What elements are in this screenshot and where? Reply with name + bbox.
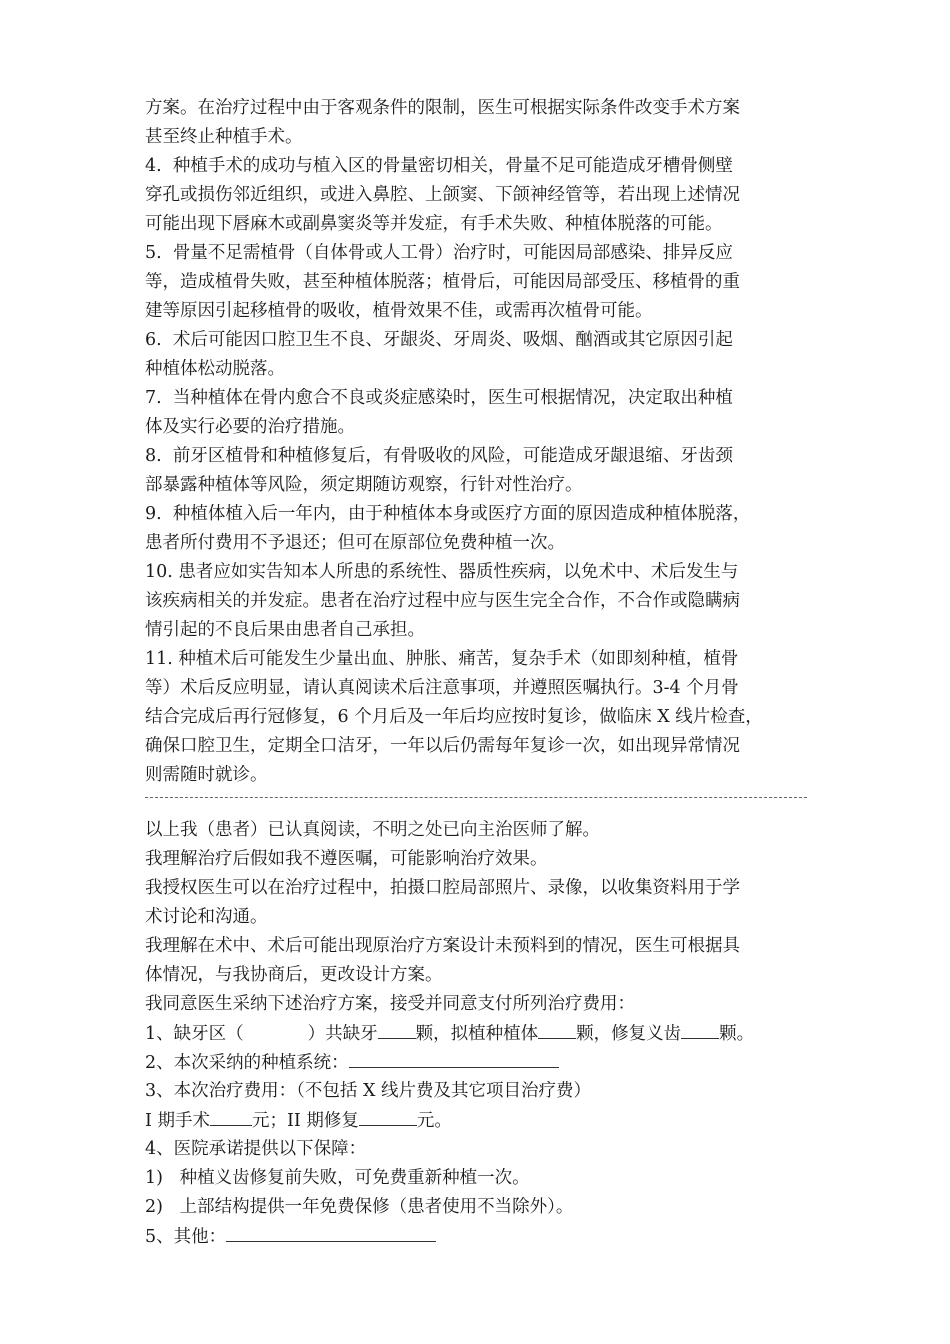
- missing-teeth-count-field[interactable]: [378, 1021, 416, 1039]
- item-11-line: 等）术后反应明显，请认真阅读术后注意事项，并遵照医嘱执行。3-4 个月骨: [145, 678, 739, 698]
- ack-line: 我授权医生可以在治疗过程中，拍摄口腔局部照片、录像，以收集资料用于学: [145, 878, 740, 898]
- para-line: 方案。在治疗过程中由于客观条件的限制，医生可根据实际条件改变手术方案: [145, 98, 740, 118]
- item-6-line: 6. 术后可能因口腔卫生不良、牙龈炎、牙周炎、吸烟、酗酒或其它原因引起: [145, 330, 733, 350]
- plan-fee-line: [145, 1108, 452, 1133]
- plan-item-1-label: 1、缺牙区（: [145, 1024, 244, 1044]
- ack-line: 术讨论和沟通。: [145, 907, 268, 927]
- item-9-line: 患者所付费用不予退还；但可在原部位免费种植一次。: [145, 533, 565, 553]
- item-11-line: 确保口腔卫生，定期全口洁牙，一年以后仍需每年复诊一次，如出现异常情况: [145, 736, 740, 756]
- plan-item-1-label: 颗，拟植种植体: [415, 1024, 539, 1044]
- implant-count-field[interactable]: [538, 1021, 576, 1039]
- item-11-line: 11. 种植术后可能发生少量出血、肿胀、痛苦，复杂手术（如即刻种植，植骨: [145, 649, 739, 669]
- item-10-line: 该疾病相关的并发症。患者在治疗过程中应与医生完全合作，不合作或隐瞒病: [145, 591, 740, 611]
- denture-count-field[interactable]: [681, 1021, 719, 1039]
- stage-2-label: 元；II 期修复: [251, 1111, 359, 1131]
- ack-line: 体情况，与我协商后，更改设计方案。: [145, 965, 443, 985]
- item-4-line: 可能出现下唇麻木或副鼻窦炎等并发症，有手术失败、种植体脱落的可能。: [145, 214, 723, 234]
- item-7-line: 体及实行必要的治疗措施。: [145, 417, 355, 437]
- plan-item-1-label: 颗，修复义齿: [576, 1024, 682, 1044]
- other-field[interactable]: [226, 1224, 436, 1242]
- ack-line: 我理解治疗后假如我不遵医嘱，可能影响治疗效果。: [145, 849, 548, 869]
- plan-item-1: [145, 1021, 754, 1046]
- item-10-line: 情引起的不良后果由患者自己承担。: [145, 620, 425, 640]
- item-8-line: 部暴露种植体等风险，须定期随访观察，行针对性治疗。: [145, 475, 583, 495]
- item-8-line: 8. 前牙区植骨和种植修复后，有骨吸收的风险，可能造成牙龈退缩、牙齿颈: [145, 446, 733, 466]
- stage-2-fee-field[interactable]: [359, 1108, 417, 1126]
- guarantee-1: 1) 种植义齿修复前失败，可免费重新种植一次。: [145, 1168, 530, 1188]
- fee-unit-label: 元。: [416, 1111, 452, 1131]
- para-line: 甚至终止种植手术。: [145, 127, 303, 147]
- guarantee-2: 2) 上部结构提供一年免费保修（患者使用不当除外）。: [145, 1197, 574, 1217]
- plan-item-2: [145, 1050, 559, 1075]
- stage-1-label: I 期手术: [145, 1111, 210, 1131]
- implant-system-field[interactable]: [349, 1050, 559, 1068]
- item-5-line: 等，造成植骨失败，甚至种植体脱落；植骨后，可能因局部受压、移植骨的重: [145, 272, 740, 292]
- item-5-line: 建等原因引起移植骨的吸收，植骨效果不佳，或需再次植骨可能。: [145, 301, 653, 321]
- plan-item-3: 3、本次治疗费用：（不包括 X 线片费及其它项目治疗费）: [145, 1081, 591, 1101]
- item-4-line: 穿孔或损伤邻近组织，或进入鼻腔、上颌窦、下颌神经管等，若出现上述情况: [145, 185, 740, 205]
- dashed-separator: [145, 797, 807, 798]
- ack-line: 我理解在术中、术后可能出现原治疗方案设计未预料到的情况，医生可根据具: [145, 936, 740, 956]
- item-6-line: 种植体松动脱落。: [145, 359, 285, 379]
- plan-item-1-label: ）共缺牙: [307, 1024, 378, 1044]
- stage-1-fee-field[interactable]: [210, 1108, 252, 1126]
- ack-line: 我同意医生采纳下述治疗方案，接受并同意支付所列治疗费用：: [145, 994, 635, 1014]
- ack-line: 以上我（患者）已认真阅读，不明之处已向主治医师了解。: [145, 820, 600, 840]
- item-11-line: 则需随时就诊。: [145, 765, 268, 785]
- item-7-line: 7. 当种植体在骨内愈合不良或炎症感染时，医生可根据情况，决定取出种植: [145, 388, 733, 408]
- plan-item-4: 4、医院承诺提供以下保障：: [145, 1139, 367, 1159]
- item-9-line: 9. 种植体植入后一年内，由于种植体本身或医疗方面的原因造成种植体脱落，: [145, 504, 751, 524]
- item-11-line: 结合完成后再行冠修复，6 个月后及一年后均应按时复诊，做临床 X 线片检查，: [145, 707, 763, 727]
- plan-item-5-label: 5、其他：: [145, 1227, 227, 1247]
- plan-item-1-label: 颗。: [719, 1024, 755, 1044]
- plan-item-5: [145, 1224, 436, 1249]
- item-10-line: 10. 患者应如实告知本人所患的系统性、器质性疾病，以免术中、术后发生与: [145, 562, 739, 582]
- plan-item-2-label: 2、本次采纳的种植系统：: [145, 1053, 349, 1073]
- item-5-line: 5. 骨量不足需植骨（自体骨或人工骨）治疗时，可能因局部感染、排异反应: [145, 243, 733, 263]
- item-4-line: 4. 种植手术的成功与植入区的骨量密切相关，骨量不足可能造成牙槽骨侧壁: [145, 156, 733, 176]
